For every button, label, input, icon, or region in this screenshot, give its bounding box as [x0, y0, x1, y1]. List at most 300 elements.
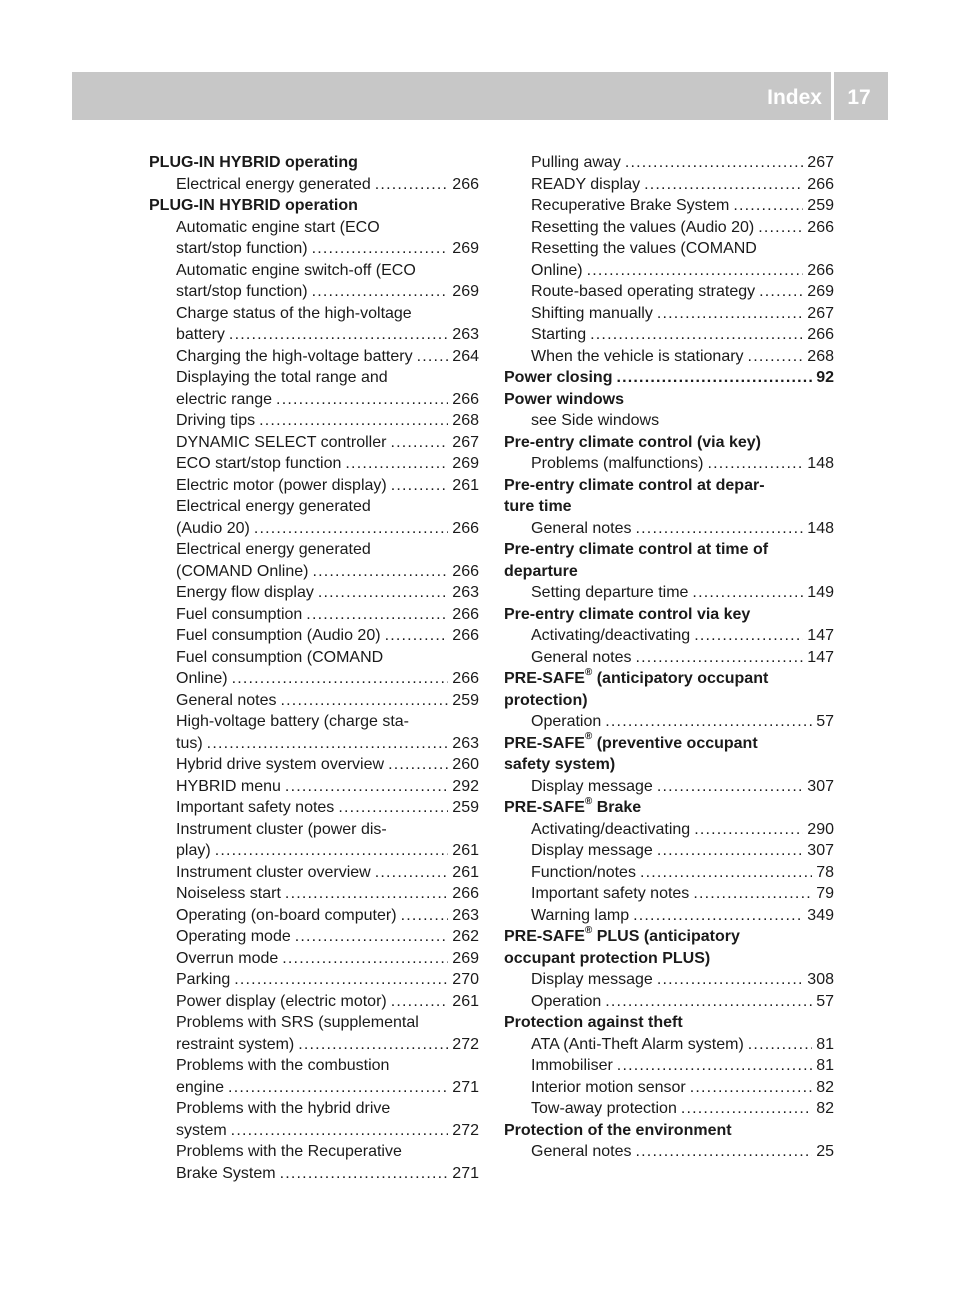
index-heading [504, 561, 834, 583]
entry-text: Displaying the total range and [176, 369, 388, 386]
page-reference: 268 [452, 412, 479, 429]
leader-dots [644, 174, 803, 196]
registered-mark: ® [584, 924, 593, 936]
index-subentry [504, 1141, 834, 1163]
index-heading [504, 1120, 834, 1142]
page-reference: 266 [452, 390, 479, 408]
page-reference: 270 [452, 971, 479, 988]
page-reference: 82 [816, 1100, 834, 1117]
index-subentry [149, 647, 479, 669]
index-subentry [504, 260, 834, 282]
leader-dots [758, 217, 803, 239]
index-subentry [504, 410, 834, 432]
entry-text: General notes [531, 648, 632, 666]
index-column-right [504, 152, 834, 1163]
entry-text: Fuel consumption (Audio 20) [176, 627, 381, 644]
entry-text: General notes [531, 519, 632, 537]
leader-dots [681, 1098, 812, 1120]
page-reference: 82 [816, 1078, 834, 1096]
leader-dots [708, 453, 804, 475]
page-reference: 307 [807, 777, 834, 795]
entry-text: start/stop function) [176, 240, 308, 257]
index-subentry [149, 367, 479, 389]
entry-text: Electrical energy generated [176, 541, 371, 558]
leader-dots [748, 1034, 812, 1056]
entry-text: High-voltage battery (charge sta- [176, 713, 409, 730]
page-reference: 263 [452, 734, 479, 752]
entry-text: Important safety notes [531, 885, 690, 902]
index-subentry [504, 883, 834, 905]
leader-dots [633, 905, 803, 927]
leader-dots [281, 690, 449, 712]
index-subentry [504, 776, 834, 798]
leader-dots [636, 647, 804, 669]
leader-dots [692, 582, 803, 604]
index-heading [504, 754, 834, 776]
index-subentry [149, 604, 479, 626]
page-reference: 349 [807, 906, 834, 924]
leader-dots [605, 991, 812, 1013]
leader-dots [748, 346, 804, 368]
index-subentry [504, 195, 834, 217]
page-reference: 266 [807, 261, 834, 279]
entry-text: Pre-entry climate control at depar- [504, 476, 765, 494]
entry-text: Charging the high-voltage battery [176, 347, 413, 365]
entry-text: system [176, 1121, 227, 1139]
leader-dots [318, 582, 448, 604]
page-number: 17 [847, 86, 871, 109]
page-reference: 25 [816, 1143, 834, 1160]
leader-dots [312, 238, 449, 260]
leader-dots [254, 518, 448, 540]
index-heading [504, 668, 834, 690]
page-reference: 147 [807, 627, 834, 644]
index-heading [504, 604, 834, 626]
page-reference: 269 [452, 240, 479, 257]
entry-text: DYNAMIC SELECT controller [176, 433, 387, 451]
index-subentry [149, 819, 479, 841]
page-reference: 267 [452, 433, 479, 451]
entry-text: (Audio 20) [176, 519, 250, 537]
leader-dots [587, 260, 804, 282]
index-subentry [504, 711, 834, 733]
entry-text: Power display (electric motor) [176, 992, 387, 1010]
page-reference: 261 [452, 863, 479, 881]
index-subentry [149, 260, 479, 282]
page-reference: 266 [452, 670, 479, 687]
page-header [72, 72, 888, 120]
entry-text: When the vehicle is stationary [531, 347, 744, 365]
index-subentry [149, 926, 479, 948]
entry-text: Protection of the environment [504, 1121, 732, 1139]
leader-dots [401, 905, 449, 927]
entry-text: Fuel consumption (COMAND [176, 648, 384, 666]
index-subentry [149, 518, 479, 540]
entry-text: ATA (Anti-Theft Alarm system) [531, 1035, 744, 1053]
page-reference: 261 [452, 992, 479, 1010]
index-subentry [504, 1034, 834, 1056]
page-reference: 148 [807, 455, 834, 472]
page-reference: 267 [807, 304, 834, 322]
page-reference: 149 [807, 584, 834, 601]
leader-dots [276, 389, 448, 411]
entry-text: Online) [531, 261, 583, 279]
page-reference: 81 [816, 1057, 834, 1074]
page-reference: 266 [452, 605, 479, 623]
index-subentry [504, 647, 834, 669]
index-subentry [504, 324, 834, 346]
index-subentry [504, 1055, 834, 1077]
index-heading [149, 152, 479, 174]
leader-dots [282, 948, 448, 970]
leader-dots [285, 883, 448, 905]
index-subentry [149, 561, 479, 583]
entry-text: battery [176, 326, 225, 343]
index-subentry [149, 905, 479, 927]
index-subentry [149, 1098, 479, 1120]
page-reference: 263 [452, 906, 479, 924]
page-reference: 263 [452, 326, 479, 343]
leader-dots [733, 195, 803, 217]
entry-text: Pre-entry climate control via key [504, 605, 751, 623]
page-reference: 261 [452, 842, 479, 859]
entry-text: restraint system) [176, 1035, 295, 1053]
index-subentry [149, 238, 479, 260]
leader-dots [390, 432, 448, 454]
leader-dots [625, 152, 803, 174]
entry-text: General notes [531, 1143, 632, 1160]
leader-dots [590, 324, 803, 346]
entry-text: Online) [176, 670, 228, 687]
leader-dots [312, 281, 449, 303]
index-subentry [149, 797, 479, 819]
index-subentry [504, 281, 834, 303]
index-subentry [504, 217, 834, 239]
leader-dots [636, 518, 804, 540]
index-subentry [504, 174, 834, 196]
index-heading [504, 432, 834, 454]
index-heading [504, 733, 834, 755]
entry-text: PRE-SAFE® Brake [504, 795, 642, 816]
leader-dots [207, 733, 449, 755]
page-reference: 259 [807, 197, 834, 214]
entry-text: Starting [531, 326, 587, 343]
entry-text: Instrument cluster overview [176, 863, 371, 881]
entry-text: Important safety notes [176, 799, 335, 816]
index-subentry [149, 174, 479, 196]
leader-dots [657, 840, 803, 862]
index-subentry [149, 840, 479, 862]
leader-dots [657, 303, 803, 325]
page-reference: 266 [452, 627, 479, 644]
page-reference: 266 [452, 175, 479, 193]
index-subentry [149, 948, 479, 970]
index-heading [504, 797, 834, 819]
leader-dots [759, 281, 803, 303]
registered-mark: ® [584, 731, 593, 743]
entry-text: Problems with the hybrid drive [176, 1100, 391, 1117]
entry-text: Operating mode [176, 928, 291, 945]
page-reference: 264 [452, 347, 479, 365]
page-reference: 259 [452, 691, 479, 709]
index-heading [504, 1012, 834, 1034]
entry-text: Resetting the values (Audio 20) [531, 218, 755, 236]
leader-dots [616, 367, 812, 389]
page-reference: 266 [807, 175, 834, 193]
page-reference: 269 [807, 283, 834, 300]
index-subentry [149, 453, 479, 475]
page-reference: 57 [816, 992, 834, 1010]
index-subentry [504, 819, 834, 841]
index-subentry [149, 883, 479, 905]
page-reference: 266 [807, 218, 834, 236]
entry-text: Parking [176, 971, 231, 988]
entry-text: Protection against theft [504, 1014, 683, 1031]
leader-dots [285, 776, 448, 798]
index-subentry [504, 625, 834, 647]
leader-dots [385, 625, 449, 647]
page-reference: 268 [807, 347, 834, 365]
index-subentry [504, 991, 834, 1013]
leader-dots [338, 797, 448, 819]
entry-text: Recuperative Brake System [531, 197, 730, 214]
index-subentry [149, 1055, 479, 1077]
entry-text: Overrun mode [176, 949, 279, 967]
entry-text: Problems with the Recuperative [176, 1143, 402, 1160]
index-subentry [149, 733, 479, 755]
leader-dots [693, 883, 812, 905]
index-subentry [149, 1163, 479, 1185]
entry-text: Interior motion sensor [531, 1078, 686, 1096]
page-reference: 259 [452, 799, 479, 816]
entry-text: Problems with the combustion [176, 1057, 390, 1074]
index-subentry [149, 582, 479, 604]
entry-text: protection) [504, 691, 588, 709]
leader-dots [694, 625, 803, 647]
leader-dots [306, 604, 448, 626]
index-subentry [149, 1077, 479, 1099]
page-reference: 272 [452, 1121, 479, 1139]
entry-text: (COMAND Online) [176, 562, 309, 580]
page-reference: 78 [816, 863, 834, 881]
page-reference: 92 [816, 369, 834, 386]
registered-mark: ® [584, 666, 593, 678]
leader-dots [617, 1055, 812, 1077]
entry-text: departure [504, 562, 578, 580]
entry-text: Instrument cluster (power dis- [176, 820, 387, 838]
page-reference: 266 [807, 326, 834, 343]
index-heading [149, 195, 479, 217]
entry-text: ture time [504, 498, 572, 515]
entry-text: Immobiliser [531, 1057, 613, 1074]
entry-text: Display message [531, 777, 653, 795]
index-heading [504, 926, 834, 948]
index-heading [504, 539, 834, 561]
leader-dots [345, 453, 448, 475]
index-heading [504, 389, 834, 411]
entry-text: Operating (on-board computer) [176, 906, 397, 924]
entry-text: Power closing [504, 369, 613, 386]
entry-text: Resetting the values (COMAND [531, 240, 757, 257]
page-reference: 57 [816, 713, 834, 730]
entry-text: READY display [531, 175, 641, 193]
entry-text: Hybrid drive system overview [176, 756, 385, 773]
entry-text: PLUG-IN HYBRID operation [149, 197, 358, 214]
index-subentry [149, 346, 479, 368]
leader-dots [657, 969, 803, 991]
index-subentry [149, 1141, 479, 1163]
index-subentry [149, 969, 479, 991]
page-reference: 269 [452, 283, 479, 300]
page-reference: 272 [452, 1035, 479, 1053]
entry-text: Power windows [504, 390, 625, 408]
index-subentry [504, 1077, 834, 1099]
index-subentry [504, 862, 834, 884]
index-subentry [149, 496, 479, 518]
entry-text: Pre-entry climate control at time of [504, 541, 769, 558]
leader-dots [605, 711, 812, 733]
leader-dots [636, 1141, 813, 1163]
header-divider [831, 72, 834, 120]
entry-text: occupant protection PLUS) [504, 949, 711, 967]
entry-text: electric range [176, 390, 273, 408]
index-subentry [504, 840, 834, 862]
page-reference: 260 [452, 756, 479, 773]
page-reference: 269 [452, 455, 479, 472]
leader-dots [391, 475, 449, 497]
index-subentry [504, 453, 834, 475]
leader-dots [417, 346, 449, 368]
entry-text: see Side windows [531, 412, 660, 429]
index-heading [504, 367, 834, 389]
entry-text: Route-based operating strategy [531, 283, 756, 300]
page-reference: 308 [807, 971, 834, 988]
page-reference: 271 [452, 1164, 479, 1182]
entry-text: Electrical energy generated [176, 175, 371, 193]
page-reference: 271 [452, 1078, 479, 1096]
index-subentry [504, 152, 834, 174]
entry-text: Problems (malfunctions) [531, 455, 704, 472]
entry-text: tus) [176, 734, 203, 752]
page-reference: 266 [452, 519, 479, 537]
leader-dots [229, 324, 448, 346]
index-subentry [149, 303, 479, 325]
leader-dots [391, 991, 449, 1013]
entry-text: Automatic engine switch-off (ECO [176, 261, 416, 279]
page-reference: 307 [807, 842, 834, 859]
index-heading [504, 948, 834, 970]
index-subentry [504, 582, 834, 604]
index-subentry [149, 1012, 479, 1034]
page-reference: 79 [816, 885, 834, 902]
leader-dots [215, 840, 449, 862]
entry-text: Pulling away [531, 154, 621, 171]
leader-dots [232, 668, 449, 690]
page-reference: 266 [452, 885, 479, 902]
index-subentry [149, 754, 479, 776]
leader-dots [312, 561, 448, 583]
page-reference: 269 [452, 949, 479, 967]
index-column-left [149, 152, 479, 1184]
entry-text: engine [176, 1078, 225, 1096]
index-subentry [504, 969, 834, 991]
index-subentry [149, 539, 479, 561]
entry-text: Operation [531, 992, 602, 1010]
leader-dots [640, 862, 812, 884]
page-reference: 148 [807, 519, 834, 537]
entry-text: Warning lamp [531, 906, 630, 924]
entry-text: play) [176, 842, 211, 859]
leader-dots [388, 754, 448, 776]
entry-text: Energy flow display [176, 584, 314, 601]
index-subentry [149, 991, 479, 1013]
leader-dots [228, 1077, 448, 1099]
entry-text: General notes [176, 691, 277, 709]
index-subentry [149, 281, 479, 303]
leader-dots [298, 1034, 448, 1056]
index-subentry [504, 238, 834, 260]
index-subentry [149, 862, 479, 884]
page-title: Index [767, 86, 822, 109]
leader-dots [375, 862, 449, 884]
index-subentry [149, 1120, 479, 1142]
index-subentry [149, 432, 479, 454]
page-reference: 261 [452, 476, 479, 494]
entry-text: Pre-entry climate control (via key) [504, 433, 761, 451]
leader-dots [694, 819, 803, 841]
entry-text: Driving tips [176, 412, 256, 429]
index-subentry [149, 217, 479, 239]
entry-text: Activating/deactivating [531, 627, 691, 644]
page-reference: 290 [807, 820, 834, 838]
index-subentry [149, 711, 479, 733]
leader-dots [234, 969, 448, 991]
entry-text: HYBRID menu [176, 777, 281, 795]
entry-text: Charge status of the high-voltage [176, 304, 412, 322]
entry-text: Electrical energy generated [176, 498, 371, 515]
page-reference: 267 [807, 154, 834, 171]
entry-text: Problems with SRS (supplemental [176, 1014, 419, 1031]
entry-text: Tow-away protection [531, 1100, 677, 1117]
index-subentry [149, 410, 479, 432]
index-subentry [149, 389, 479, 411]
page-reference: 263 [452, 584, 479, 601]
leader-dots [231, 1120, 449, 1142]
entry-text: Brake System [176, 1164, 276, 1182]
index-subentry [149, 776, 479, 798]
page-reference: 147 [807, 648, 834, 666]
index-subentry [504, 905, 834, 927]
entry-text: Operation [531, 713, 602, 730]
index-subentry [149, 475, 479, 497]
index-subentry [149, 668, 479, 690]
leader-dots [375, 174, 449, 196]
entry-text: Display message [531, 842, 653, 859]
entry-text: Display message [531, 971, 653, 988]
index-heading [504, 690, 834, 712]
index-heading [504, 475, 834, 497]
index-subentry [149, 324, 479, 346]
entry-text: PRE-SAFE® (preventive occupant [504, 731, 758, 752]
page-reference: 292 [452, 777, 479, 795]
index-subentry [149, 690, 479, 712]
leader-dots [259, 410, 448, 432]
entry-text: Activating/deactivating [531, 820, 691, 838]
entry-text: start/stop function) [176, 283, 308, 300]
index-subentry [504, 303, 834, 325]
entry-text: Electric motor (power display) [176, 476, 387, 494]
index-subentry [149, 625, 479, 647]
